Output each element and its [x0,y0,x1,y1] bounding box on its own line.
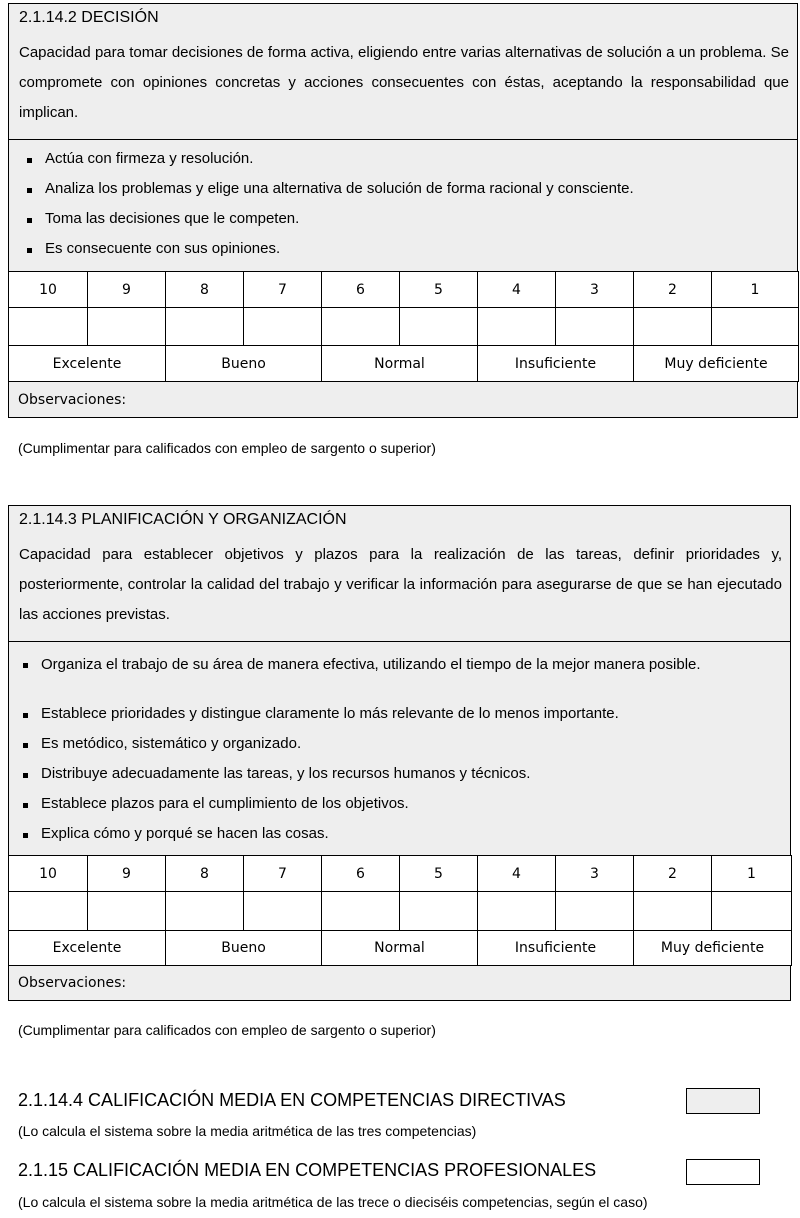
score-header: 1 [712,272,799,308]
bullet-square-icon [23,773,28,778]
score-header: 7 [244,856,322,892]
score-header: 9 [88,856,166,892]
directive-average-title: 2.1.14.4 CALIFICACIÓN MEDIA EN COMPETENCIAS DIRECTIVAS [18,1090,566,1110]
professional-average-title: 2.1.15 CALIFICACIÓN MEDIA EN COMPETENCIAS PROFESIONALES [18,1160,597,1180]
score-header: 3 [556,856,634,892]
divider [9,641,790,642]
directive-average-box [686,1088,760,1114]
score-cell[interactable] [244,308,322,346]
list-item: Organiza el trabajo de su área de manera efectiva, utilizando el tiempo de la mejor manera posible. [19,655,780,705]
rating-label: Excelente [9,931,166,966]
section-description: Capacidad para tomar decisiones de forma activa, eligiendo entre varias alternativas de solución a un problema. Se compromete con opiniones concretas y acciones consecuentes con éstas, aceptando la responsabilidad que implican. [19,44,789,121]
list-item: Distribuye adecuadamente las tareas, y los recursos humanos y técnicos. [19,765,780,795]
score-cell[interactable] [244,892,322,931]
bullet-square-icon [23,663,28,668]
list-item: Toma las decisiones que le competen. [23,210,787,240]
score-header: 1 [712,856,792,892]
score-cell[interactable] [478,892,556,931]
score-header: 3 [556,272,634,308]
score-grid [8,855,792,966]
score-cell[interactable] [9,892,88,931]
bullet-square-icon [27,248,32,253]
score-cell[interactable] [556,308,634,346]
bullet-square-icon [23,743,28,748]
bullet-square-icon [23,713,28,718]
observations-label: Observaciones: [18,975,127,991]
indicator-list [23,150,787,270]
list-item: Establece prioridades y distingue claramente lo más relevante de lo menos importante. [19,705,780,735]
score-header: 10 [9,856,88,892]
list-item: Explica cómo y porqué se hacen las cosas. [19,825,780,855]
score-cell[interactable] [634,892,712,931]
bullet-square-icon [27,218,32,223]
list-item: Es metódico, sistemático y organizado. [19,735,780,765]
bullet-square-icon [27,188,32,193]
score-cell[interactable] [322,308,400,346]
score-cell[interactable] [634,308,712,346]
score-header: 8 [166,272,244,308]
fill-instruction-note: (Cumplimentar para calificados con empleo de sargento o superior) [18,1022,436,1038]
rating-label: Excelente [9,346,166,382]
score-cell[interactable] [322,892,400,931]
score-cell[interactable] [478,308,556,346]
list-item: Es consecuente con sus opiniones. [23,240,787,270]
bullet-square-icon [27,158,32,163]
rating-label: Normal [322,346,478,382]
score-header: 2 [634,272,712,308]
indicator-list [19,655,780,855]
score-header: 2 [634,856,712,892]
score-header: 10 [9,272,88,308]
rating-label: Bueno [166,931,322,966]
list-item: Actúa con firmeza y resolución. [23,150,787,180]
directive-average-note: (Lo calcula el sistema sobre la media aritmética de las tres competencias) [18,1123,477,1139]
score-grid [8,271,799,382]
score-header: 9 [88,272,166,308]
score-cell[interactable] [556,892,634,931]
score-cell[interactable] [88,308,166,346]
fill-instruction-note: (Cumplimentar para calificados con empleo de sargento o superior) [18,440,436,456]
score-header: 6 [322,272,400,308]
score-cell[interactable] [166,308,244,346]
rating-label: Normal [322,931,478,966]
list-item: Analiza los problemas y elige una alternativa de solución de forma racional y consciente. [23,180,787,210]
score-header: 4 [478,272,556,308]
score-cell[interactable] [400,308,478,346]
bullet-square-icon [23,833,28,838]
observations-label: Observaciones: [18,392,127,408]
rating-label: Bueno [166,346,322,382]
score-cell[interactable] [88,892,166,931]
rating-label: Insuficiente [478,346,634,382]
score-cell[interactable] [400,892,478,931]
score-header: 6 [322,856,400,892]
score-header: 5 [400,856,478,892]
score-cell[interactable] [166,892,244,931]
professional-average-box [686,1159,760,1185]
divider [9,139,797,140]
rating-label: Insuficiente [478,931,634,966]
list-item: Establece plazos para el cumplimiento de los objetivos. [19,795,780,825]
score-header: 5 [400,272,478,308]
section-title: 2.1.14.3 PLANIFICACIÓN Y ORGANIZACIÓN [19,511,347,528]
professional-average-note: (Lo calcula el sistema sobre la media aritmética de las trece o dieciséis competencias, según el caso) [18,1194,648,1210]
section-description: Capacidad para establecer objetivos y plazos para la realización de las tareas, definir prioridades y, posteriormente, controlar la calidad del trabajo y verificar la información para asegurarse de que se han ejecutado las acciones previstas. [19,546,782,623]
section-title: 2.1.14.2 DECISIÓN [19,9,159,26]
rating-label: Muy deficiente [634,346,799,382]
rating-label: Muy deficiente [634,931,792,966]
score-header: 8 [166,856,244,892]
score-cell[interactable] [712,308,799,346]
score-header: 4 [478,856,556,892]
score-cell[interactable] [712,892,792,931]
score-header: 7 [244,272,322,308]
score-cell[interactable] [9,308,88,346]
bullet-square-icon [23,803,28,808]
